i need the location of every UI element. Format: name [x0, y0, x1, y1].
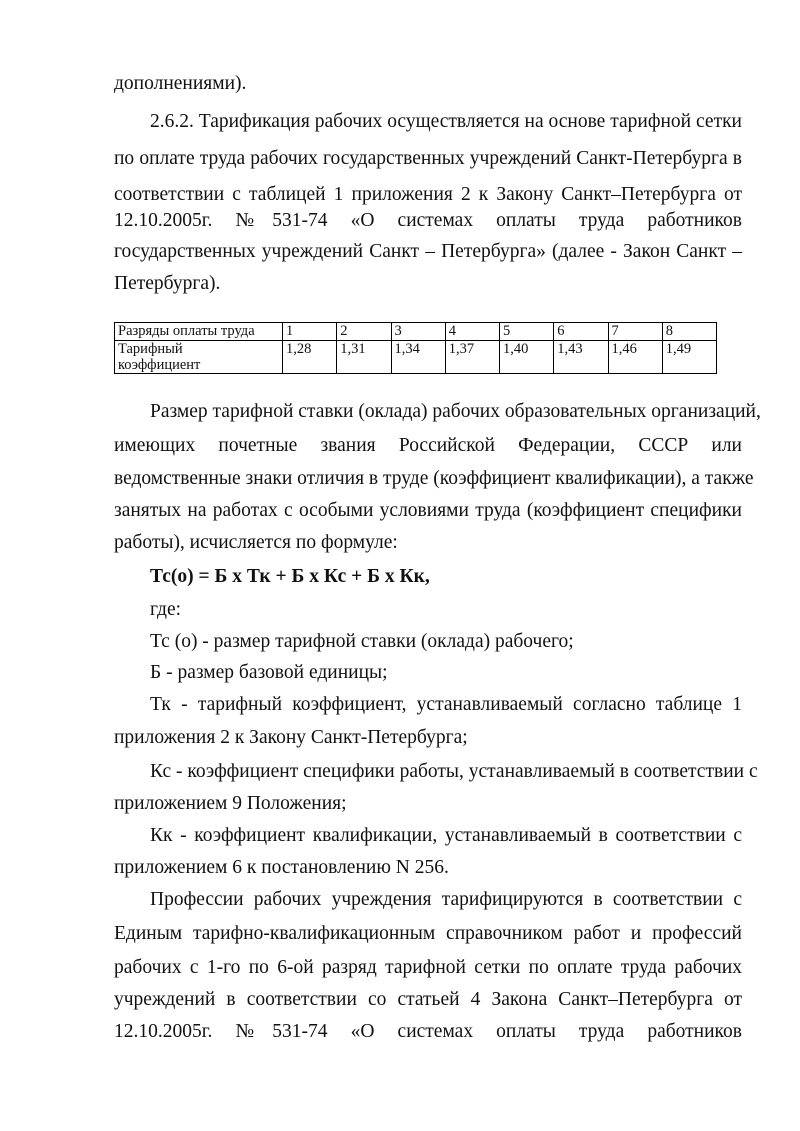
table-cell-coefficient: 1,28	[283, 341, 337, 374]
paragraph-professions-line-2: Единым тарифно-квалификационным справочником работ и профессий	[114, 923, 742, 944]
paragraph-rate-line-3: ведомственные знаки отличия в труде (коэффициент квалификации), а также	[114, 468, 754, 489]
paragraph-professions-line-1: Профессии рабочих учреждения тарифицируются в соответствии с	[150, 889, 742, 910]
table-row	[115, 341, 717, 374]
definition-kc-line-2: приложением 9 Положения;	[114, 793, 347, 814]
where-label: где:	[150, 599, 182, 620]
table-cell-coefficient: 1,34	[391, 341, 445, 374]
table-cell-coefficient: 1,49	[662, 341, 716, 374]
tariff-table	[114, 322, 717, 374]
paragraph-2-6-2-line-4: 12.10.2005г. №531-74 «О системах оплаты труда работников	[114, 210, 742, 231]
formula: Тс(о) = Б х Тк + Б х Кс + Б х Кк,	[150, 566, 430, 587]
paragraph-professions-line-5: 12.10.2005г. №531-74 «О системах оплаты труда работников	[114, 1021, 742, 1042]
table-cell-grade: 3	[391, 323, 445, 341]
paragraph-2-6-2-line-6: Петербурга).	[114, 273, 221, 294]
paragraph-intro-line: дополнениями).	[114, 73, 247, 94]
paragraph-professions-line-4: учреждений в соответствии со статьей 4 Закона Санкт–Петербурга от	[114, 989, 742, 1010]
coefficient-label-line-2: коэффициент	[118, 357, 201, 373]
definition-b: Б - размер базовой единицы;	[150, 662, 388, 683]
table-cell-grade: 2	[337, 323, 391, 341]
table-cell-grade: 6	[554, 323, 608, 341]
table-cell-grade: 1	[283, 323, 337, 341]
table-cell-coefficient-label	[115, 341, 283, 374]
table-cell-coefficient: 1,37	[445, 341, 499, 374]
paragraph-rate-line-4: занятых на работах с особыми условиями труда (коэффициент специфики	[114, 500, 742, 521]
table-cell-coefficient: 1,46	[608, 341, 662, 374]
table-cell-coefficient: 1,43	[554, 341, 608, 374]
table-cell-grade: 7	[608, 323, 662, 341]
paragraph-2-6-2-line-1: 2.6.2. Тарификация рабочих осуществляется на основе тарифной сетки	[150, 111, 742, 132]
paragraph-professions-line-3: рабочих с 1-го по 6-ой разряд тарифной сетки по оплате труда рабочих	[114, 957, 742, 978]
definition-tk-line-2: приложения 2 к Закону Санкт-Петербурга;	[114, 727, 468, 748]
table-cell-coefficient: 1,31	[337, 341, 391, 374]
definition-kk-line-1: Кк - коэффициент квалификации, устанавливаемый в соответствии с	[150, 825, 742, 846]
paragraph-rate-line-2: имеющих почетные звания Российской Федерации, СССР или	[114, 435, 742, 456]
table-cell-grade: 5	[500, 323, 554, 341]
definition-tc: Тс (о) - размер тарифной ставки (оклада) рабочего;	[150, 631, 574, 652]
paragraph-2-6-2-line-2: по оплате труда рабочих государственных учреждений Санкт-Петербурга в	[114, 148, 742, 169]
coefficient-label-line-1: Тарифный	[118, 341, 183, 357]
paragraph-rate-line-5: работы), исчисляется по формуле:	[114, 532, 398, 553]
paragraph-2-6-2-line-3: соответствии с таблицей 1 приложения 2 к Закону Санкт–Петербурга от	[114, 184, 742, 205]
definition-kk-line-2: приложением 6 к постановлению N 256.	[114, 857, 449, 878]
table-cell-grades-label: Разряды оплаты труда	[115, 323, 283, 341]
table-cell-coefficient: 1,40	[500, 341, 554, 374]
paragraph-rate-line-1: Размер тарифной ставки (оклада) рабочих образовательных организаций,	[150, 401, 761, 422]
definition-kc-line-1: Кс - коэффициент специфики работы, устанавливаемый в соответствии с	[150, 761, 758, 782]
paragraph-2-6-2-line-5: государственных учреждений Санкт – Петербурга» (далее - Закон Санкт –	[114, 241, 742, 262]
table-row	[115, 323, 717, 341]
definition-tk-line-1: Тк - тарифный коэффициент, устанавливаемый согласно таблице 1	[150, 694, 742, 715]
table-cell-grade: 8	[662, 323, 716, 341]
table-cell-grade: 4	[445, 323, 499, 341]
